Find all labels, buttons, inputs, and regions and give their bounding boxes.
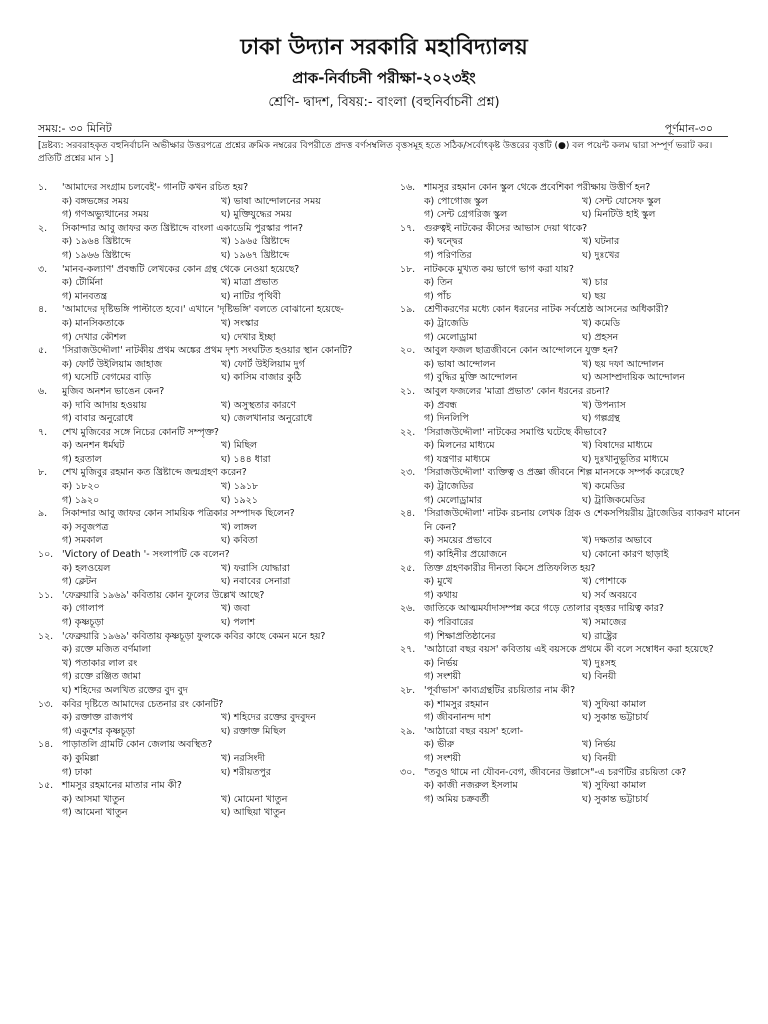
- question-item: [38, 263, 380, 304]
- question-text: 'আঠারো বছর বয়স' হলো-: [424, 725, 524, 737]
- answer-option: গ) ১৯২০: [62, 494, 100, 506]
- question-options: [400, 480, 740, 507]
- answer-option: ঘ) অসাম্প্রদায়িক আন্দোলন: [582, 372, 685, 384]
- question-item: [400, 303, 740, 344]
- answer-option: ক) শামসুর রহমান: [424, 698, 489, 710]
- answer-option: ঘ) গল্পগ্রন্থ: [582, 413, 620, 425]
- question-number: ৩০.: [400, 766, 416, 778]
- question-item: [400, 385, 740, 426]
- question-options: [400, 399, 740, 426]
- question-options: [400, 439, 740, 466]
- question-number: ২৯.: [400, 725, 416, 737]
- answer-option: ক) টৌর্মিনা: [62, 277, 103, 289]
- question-options: [400, 779, 740, 806]
- answer-option: ঘ) ১৪৪ ধারা: [221, 453, 271, 465]
- question-number: ২৪.: [400, 508, 416, 520]
- question-item: [400, 602, 740, 643]
- answer-option: গ) কৃষ্ণচূড়া: [62, 617, 104, 628]
- answer-option: খ) লাঙ্গল: [221, 521, 257, 533]
- question-text: 'ফেব্রুয়ারি ১৯৬৯' কবিতায় কৃষ্ণচূড়া ফুলকে কবির কাছে কেমন মনে হয়?: [62, 630, 326, 642]
- answer-option: ঘ) রাষ্ট্রের: [582, 630, 618, 642]
- question-text: সিকান্দার আবু জাফর কত খ্রিষ্টাব্দে বাংলা একাডেমি পুরস্কার পান?: [62, 222, 304, 234]
- answer-option: ক) মানসিকতাকে: [62, 317, 125, 329]
- question-options: [400, 276, 740, 303]
- question-options: [400, 575, 740, 602]
- answer-option: ক) সবুজপত্র: [62, 521, 109, 533]
- question-text: তিক্ত গ্রহণকারীর দীনতা কিসে প্রতিফলিত হয়?: [424, 562, 596, 574]
- answer-option: খ) জবা: [221, 603, 251, 615]
- question-item: [38, 385, 380, 426]
- question-number: ২১.: [400, 385, 416, 397]
- answer-option: ঘ) ছয়: [582, 290, 606, 302]
- question-options: [38, 602, 380, 629]
- answer-option: গ) আমেনা খাতুন: [62, 807, 128, 819]
- question-item: [38, 344, 380, 385]
- question-number: ৭.: [38, 426, 48, 438]
- question-text: নাটককে মুখ্যত কয় ভাগে ভাগ করা যায়?: [424, 263, 574, 275]
- question-number: ৮.: [38, 467, 48, 479]
- answer-option: ক) তিন: [424, 277, 453, 289]
- question-item: [400, 263, 740, 304]
- question-item: [38, 630, 380, 698]
- question-item: [400, 643, 740, 684]
- question-options: [400, 317, 740, 344]
- question-text: পাড়াতলি গ্রামটি কোন জেলায় অবস্থিত?: [62, 739, 213, 751]
- question-options: [400, 235, 740, 262]
- question-item: [38, 698, 380, 739]
- question-options: [38, 562, 380, 589]
- answer-option: ক) মিলনের মাধ্যমে: [424, 440, 495, 452]
- answer-option: ক) দাবি আদায় হওয়ায়: [62, 399, 147, 411]
- answer-option: খ) দুঃসহ: [582, 657, 616, 669]
- answer-option: ক) ট্রাজেডির: [424, 481, 474, 493]
- question-number: ২৫.: [400, 562, 416, 574]
- question-options: [38, 439, 380, 466]
- question-number: ২২.: [400, 426, 416, 438]
- answer-option: ঘ) বিনয়ী: [582, 752, 617, 764]
- question-options: [38, 317, 380, 344]
- question-options: [38, 752, 380, 779]
- answer-option: খ) সুফিয়া কামাল: [582, 780, 646, 792]
- answer-option: গ) পাঁচ: [424, 290, 451, 302]
- answer-option: ঘ) কোনো কারণ ছাড়াই: [582, 549, 669, 561]
- answer-option: খ) উপন্যাস: [582, 399, 626, 411]
- answer-option: ক) ভাষা আন্দোলন: [424, 358, 496, 370]
- question-options: [38, 195, 380, 222]
- question-options: [400, 534, 740, 561]
- answer-option: ক) প্রবন্ধ: [424, 399, 457, 411]
- answer-option: ক) গোলাপ: [62, 603, 104, 615]
- answer-option: ক) রক্তাক্ত রাজপথ: [62, 712, 133, 724]
- answer-option: খ) পোশাকে: [582, 576, 627, 588]
- question-text: শেখ মুজিবের সঙ্গে নিচের কোনটি সম্পৃক্ত?: [62, 426, 219, 438]
- question-number: ৯.: [38, 508, 48, 520]
- answer-option: ঘ) পলাশ: [221, 617, 256, 628]
- question-text: গুরুত্বই নাটকের কীসের আভাস দেয়া থাকে?: [424, 222, 588, 234]
- answer-option: গ) রক্তে রঞ্জিত জামা: [62, 671, 141, 683]
- answer-option: ক) ১৮২০: [62, 481, 100, 493]
- answer-option: খ) মোমেনা খাতুন: [221, 793, 288, 805]
- question-options: [400, 195, 740, 222]
- question-options: [400, 657, 740, 684]
- question-text: শামসুর রহমান কোন স্কুল থেকে প্রবেশিকা পরীক্ষায় উত্তীর্ণ হন?: [424, 182, 651, 193]
- answer-option: ঘ) সুকান্ত ভট্টাচার্য: [582, 712, 649, 724]
- question-number: ৪.: [38, 304, 48, 316]
- answer-option: খ) শহিদের রক্তের বুদবুদন: [221, 712, 316, 724]
- question-item: [38, 466, 380, 507]
- question-number: ১১.: [38, 589, 54, 601]
- answer-option: গ) দেখার কৌশল: [62, 331, 127, 343]
- question-item: [400, 684, 740, 725]
- question-item: [400, 507, 740, 561]
- answer-option: খ) কমেডির: [582, 481, 626, 493]
- question-item: [38, 222, 380, 263]
- answer-option: ঘ) মিনটিউ হাই স্কুল: [582, 209, 656, 221]
- answer-option: খ) নরসিংদী: [221, 752, 266, 764]
- question-text: জাতিকে আত্মমর্যাদাসম্পন্ন করে গড়ে তোলার বৃহত্তর দায়িত্ব কার?: [424, 603, 664, 615]
- answer-option: ক) সময়ের প্রভাবে: [424, 535, 492, 547]
- answer-option: ক) নির্ভয়: [424, 657, 458, 669]
- answer-option: গ) দিনলিপি: [424, 413, 469, 425]
- question-text: 'Victory of Death '- সংলাপটি কে বলেন?: [62, 549, 230, 561]
- instructions: [দ্রষ্টব্য: সরবরাহকৃত বহুনির্বাচনি অভীক্ষার উত্তরপত্রে প্রশ্নের ক্রমিক নম্বরের বিপরীতে প্রদত্ত বর্ণসম্বলিত বৃত্তসমূহ হতে সঠিক/সর্বোৎকৃষ্ট উত্তরের বৃত্তটি (●) বল পয়েন্ট কলম দ্বারা সম্পূর্ণ ভরাট কর। প্রতিটি প্রশ্নের মান ১]: [38, 136, 728, 166]
- question-text: 'আঠারো বছর বয়স' কবিতায় এই বয়সকে প্রথমে কী বলে সম্বোধন করা হয়েছে?: [424, 644, 714, 656]
- question-text: কবির দৃষ্টিতে আমাদের চেতনার রং কোনটি?: [62, 698, 224, 710]
- answer-option: ক) কাজী নজরুল ইসলাম: [424, 780, 518, 792]
- question-options: [38, 643, 380, 697]
- question-options: [400, 738, 740, 765]
- question-item: [400, 466, 740, 507]
- question-options: [38, 235, 380, 262]
- answer-option: ঘ) আছিয়া খাতুন: [221, 807, 286, 819]
- question-number: ২৩.: [400, 467, 416, 479]
- answer-option: ঘ) বিনয়ী: [582, 671, 617, 683]
- question-text: 'ফেব্রুয়ারি ১৯৬৯' কবিতায় কোন ফুলের উল্লেখ আছে?: [62, 589, 265, 601]
- question-item: [400, 344, 740, 385]
- question-options: [400, 358, 740, 385]
- answer-option: খ) ফোর্ট উইলিয়াম দুর্গ: [221, 358, 305, 370]
- question-text: 'আমাদের সংগ্রাম চলবেই'- গানটি কখন রচিত হয়?: [62, 182, 249, 193]
- answer-option: খ) ভাষা আন্দোলনের সময়: [221, 195, 321, 207]
- question-number: ১৪.: [38, 739, 54, 751]
- question-number: ৬.: [38, 385, 48, 397]
- question-text: আবুল ফজলের 'মাত্রা প্রভাত' কোন ধরনের রচনা?: [424, 385, 610, 397]
- answer-option: খ) ১৯৬৫ খ্রিষ্টাব্দে: [221, 236, 290, 248]
- answer-option: ক) ১৯৬৪ খ্রিষ্টাব্দে: [62, 236, 131, 248]
- answer-option: ক) হলওয়েল: [62, 562, 111, 574]
- question-item: [400, 562, 740, 603]
- answer-option: ঘ) শহিদের অলখিত রক্তের বুদ বুদ: [62, 684, 188, 696]
- answer-option: ক) পোগোজ স্কুল: [424, 195, 488, 207]
- answer-option: গ) পরিণতির: [424, 249, 472, 261]
- answer-option: খ) সংস্কার: [221, 317, 259, 329]
- question-number: ৫.: [38, 345, 48, 357]
- question-item: [38, 589, 380, 630]
- question-options: [38, 358, 380, 385]
- college-name: ঢাকা উদ্যান সরকারি মহাবিদ্যালয়: [240, 35, 528, 60]
- exam-time: সময়:- ৩০ মিনিট: [38, 122, 112, 135]
- question-text: মুজিব অনশন ভাঙেন কেন?: [62, 385, 165, 397]
- answer-option: ক) পরিবারের: [424, 617, 474, 628]
- question-text: আবুল ফজল ছাত্রজীবনে কোন আন্দোলনে যুক্ত হন?: [424, 345, 619, 357]
- answer-option: খ) সমাজের: [582, 617, 627, 628]
- class-subject: শ্রেণি- দ্বাদশ, বিষয়:- বাংলা (বহুনির্বাচনী প্রশ্ন): [268, 95, 500, 110]
- answer-option: খ) অসুস্থতার কারণে: [221, 399, 297, 411]
- answer-option: খ) দক্ষতার অভাবে: [582, 535, 653, 547]
- question-number: ১৫.: [38, 780, 54, 792]
- question-item: [400, 222, 740, 263]
- answer-option: ঘ) নাটির পৃথিবী: [221, 290, 281, 302]
- question-text: শ্রেণীকরণের মধ্যে কোন ধরনের নাটক সর্বশ্রেষ্ঠ আসনের অধিকারী?: [424, 304, 669, 316]
- answer-option: গ) সমকাল: [62, 535, 103, 547]
- question-item: [400, 725, 740, 766]
- full-marks: পূর্ণমান-৩০: [664, 122, 713, 135]
- question-options: [38, 399, 380, 426]
- question-text: 'পূর্বাভাস' কাব্যগ্রন্থটির রচয়িতার নাম কী?: [424, 684, 576, 696]
- question-item: [400, 766, 740, 807]
- answer-option: ক) ফোর্ট উইলিয়াম জাহাজ: [62, 358, 163, 370]
- question-item: [38, 738, 380, 779]
- question-item: [38, 303, 380, 344]
- answer-option: গ) যন্ত্রণার মাধ্যমে: [424, 453, 491, 465]
- answer-option: ঘ) সর্ব অবয়বে: [582, 589, 637, 601]
- answer-option: গ) মেলোড্রামার: [424, 494, 482, 506]
- answer-option: ঘ) মুক্তিযুদ্ধের সময়: [221, 209, 292, 221]
- answer-option: গ) সংশয়ী: [424, 752, 461, 764]
- question-number: ১.: [38, 182, 48, 193]
- answer-option: খ) নির্ভয়: [582, 739, 616, 751]
- question-options: [400, 616, 740, 643]
- answer-option: গ) সংশয়ী: [424, 671, 461, 683]
- answer-option: গ) কথায়: [424, 589, 458, 601]
- answer-option: খ) বিষাদের মাধ্যমে: [582, 440, 653, 452]
- question-number: ১৯.: [400, 304, 416, 316]
- question-options: [38, 711, 380, 738]
- question-number: ১০.: [38, 549, 54, 561]
- answer-option: খ) ঘটনার: [582, 236, 620, 248]
- question-item: [38, 181, 380, 222]
- answer-option: ঘ) দুঃখের: [582, 249, 620, 261]
- question-text: 'আমাদের দৃষ্টিভঙ্গি পাল্টাতে হবে।' এখানে 'দৃষ্টিভঙ্গি' বলতে বোঝানো হয়েছে-: [62, 304, 344, 316]
- question-number: ১২.: [38, 630, 54, 642]
- answer-option: গ) হরতাল: [62, 453, 102, 465]
- answer-option: ক) অনশন ধর্মঘট: [62, 440, 125, 452]
- question-item: [38, 548, 380, 589]
- answer-option: খ) মিছিল: [221, 440, 258, 452]
- answer-option: ঘ) শরীয়তপুর: [221, 766, 271, 778]
- answer-option: ক) ট্রাজেডি: [424, 317, 469, 329]
- answer-option: গ) বাবার অনুরোধে: [62, 413, 134, 425]
- question-item: [38, 507, 380, 548]
- answer-option: গ) শিক্ষাপ্রতিষ্ঠানের: [424, 630, 496, 642]
- question-item: [400, 181, 740, 222]
- question-number: ১৩.: [38, 698, 54, 710]
- question-text: 'সিরাজউদ্দৌলা' ব্যক্তিত্ব ও প্রজ্ঞা জীবনে শিল্প মানসকে সম্পর্ক করেছে?: [424, 467, 685, 479]
- question-number: ২.: [38, 222, 48, 234]
- answer-option: গ) ক্লেটন: [62, 576, 97, 588]
- answer-option: গ) ঘসেটি বেগমের বাড়ি: [62, 372, 151, 384]
- question-number: ১৮.: [400, 263, 416, 275]
- question-text: 'সিরাজউদ্দৌলা' নাটকীয় প্রথম অঙ্কের প্রথম দৃশ্য সংঘটিত হওয়ার স্থান কোনটি?: [62, 345, 353, 357]
- answer-option: খ) পতাকার লাল রং: [62, 657, 138, 669]
- answer-option: ঘ) ১৯৬৭ খ্রিষ্টাব্দে: [221, 249, 290, 261]
- answer-option: গ) একুশের কৃষ্ণচূড়া: [62, 725, 136, 737]
- question-number: ২৭.: [400, 644, 416, 656]
- question-options: [38, 521, 380, 548]
- answer-option: গ) অমিয় চক্রবর্তী: [424, 793, 490, 805]
- answer-option: ঘ) দুঃখানুভূতির মাধ্যমে: [582, 453, 669, 465]
- answer-option: খ) চার: [582, 277, 608, 289]
- answer-option: গ) সেন্ট গ্রেগরিজ স্কুল: [424, 209, 508, 221]
- answer-option: গ) ১৯৬৬ খ্রিষ্টাব্দে: [62, 249, 131, 261]
- question-number: ৩.: [38, 263, 48, 275]
- questions-left-column: [38, 181, 380, 820]
- answer-option: গ) গণঅভ্যুত্থানের সময়: [62, 209, 149, 221]
- answer-option: ঘ) ১৯২১: [221, 494, 258, 506]
- question-number: ১৬.: [400, 182, 416, 193]
- question-options: [400, 698, 740, 725]
- answer-option: ঘ) ট্রাজিকমেডির: [582, 494, 646, 506]
- answer-option: ঘ) কাসিম বাজার কুঠি: [221, 372, 302, 384]
- answer-option: ঘ) রক্তাক্ত মিছিল: [221, 725, 286, 737]
- answer-option: খ) মাত্রা প্রভাত: [221, 277, 279, 289]
- answer-option: ক) দ্বন্দ্বের: [424, 236, 463, 248]
- answer-option: ক) ভীরু: [424, 739, 455, 751]
- question-text: "তবুও থামে না যৌবন-বেগ, জীবনের উল্লাসে"-এ চরণটির রচয়িতা কে?: [424, 766, 687, 778]
- question-number: ১৭.: [400, 222, 416, 234]
- question-options: [38, 276, 380, 303]
- answer-option: গ) মানবতন্ত্র: [62, 290, 108, 302]
- question-options: [38, 480, 380, 507]
- answer-option: খ) ফরাসি যোদ্ধারা: [221, 562, 290, 574]
- answer-option: ক) বঙ্গভঙ্গের সময়: [62, 195, 129, 207]
- answer-option: ঘ) দেখার ইচ্ছা: [221, 331, 276, 343]
- answer-option: খ) সেন্ট যোসেফ স্কুল: [582, 195, 661, 207]
- answer-option: গ) জীবনানন্দ দাশ: [424, 712, 491, 724]
- question-item: [400, 426, 740, 467]
- question-text: শেখ মুজিবুর রহমান কত খ্রিষ্টাব্দে জন্মগ্রহণ করেন?: [62, 467, 247, 479]
- answer-option: খ) কমেডি: [582, 317, 620, 329]
- question-number: ২০.: [400, 345, 416, 357]
- question-text: শামসুর রহমানের মাতার নাম কী?: [62, 780, 182, 792]
- answer-option: গ) বুদ্ধির মুক্তি আন্দোলন: [424, 372, 518, 384]
- answer-option: ক) রক্তে মজিত বর্ণমালা: [62, 644, 152, 656]
- question-text: সিকান্দার আবু জাফর কোন সাময়িক পত্রিকার সম্পাদক ছিলেন?: [62, 508, 295, 520]
- answer-option: গ) কাহিনীর প্রয়োজনে: [424, 549, 507, 561]
- answer-option: ঘ) নবাবের সেনারা: [221, 576, 291, 588]
- question-options: [38, 793, 380, 820]
- answer-option: ক) আসমা খাতুন: [62, 793, 125, 805]
- answer-option: ক) কুমিল্লা: [62, 752, 100, 764]
- answer-option: গ) মেলোড্রামা: [424, 331, 477, 343]
- question-number: ২৮.: [400, 684, 416, 696]
- answer-option: খ) ১৯১৮: [221, 481, 259, 493]
- answer-option: গ) ঢাকা: [62, 766, 93, 778]
- question-item: [38, 426, 380, 467]
- answer-option: খ) ছয় দফা আন্দোলন: [582, 358, 664, 370]
- question-item: [38, 779, 380, 820]
- exam-title: প্রাক-নির্বাচনী পরীক্ষা-২০২৩ইং: [292, 69, 476, 87]
- answer-option: ঘ) প্রহসন: [582, 331, 619, 343]
- answer-option: খ) সুফিয়া কামাল: [582, 698, 646, 710]
- answer-option: ঘ) জেলখানার অনুরোধে: [221, 413, 313, 425]
- answer-option: ঘ) কবিতা: [221, 535, 258, 547]
- answer-option: ক) মুখে: [424, 576, 453, 588]
- question-text: 'মানব-কল্যাণ' প্রবন্ধটি লেখকের কোন গ্রন্থ থেকে নেওয়া হয়েছে?: [62, 263, 300, 275]
- question-text: 'সিরাজউদ্দৌলা' নাটকের সমাপ্তি ঘটেছে কীভাবে?: [424, 426, 608, 438]
- answer-option: ঘ) সুকান্ত ভট্টাচার্য: [582, 793, 649, 805]
- questions-right-column: [400, 181, 740, 806]
- question-text: 'সিরাজউদ্দৌলা' নাটক রচনায় লেখক গ্রিক ও শেকসপিয়রীয় ট্রাজেডির ব্যাকরণ মানেন নি কেন?: [424, 508, 740, 533]
- question-number: ২৬.: [400, 603, 416, 615]
